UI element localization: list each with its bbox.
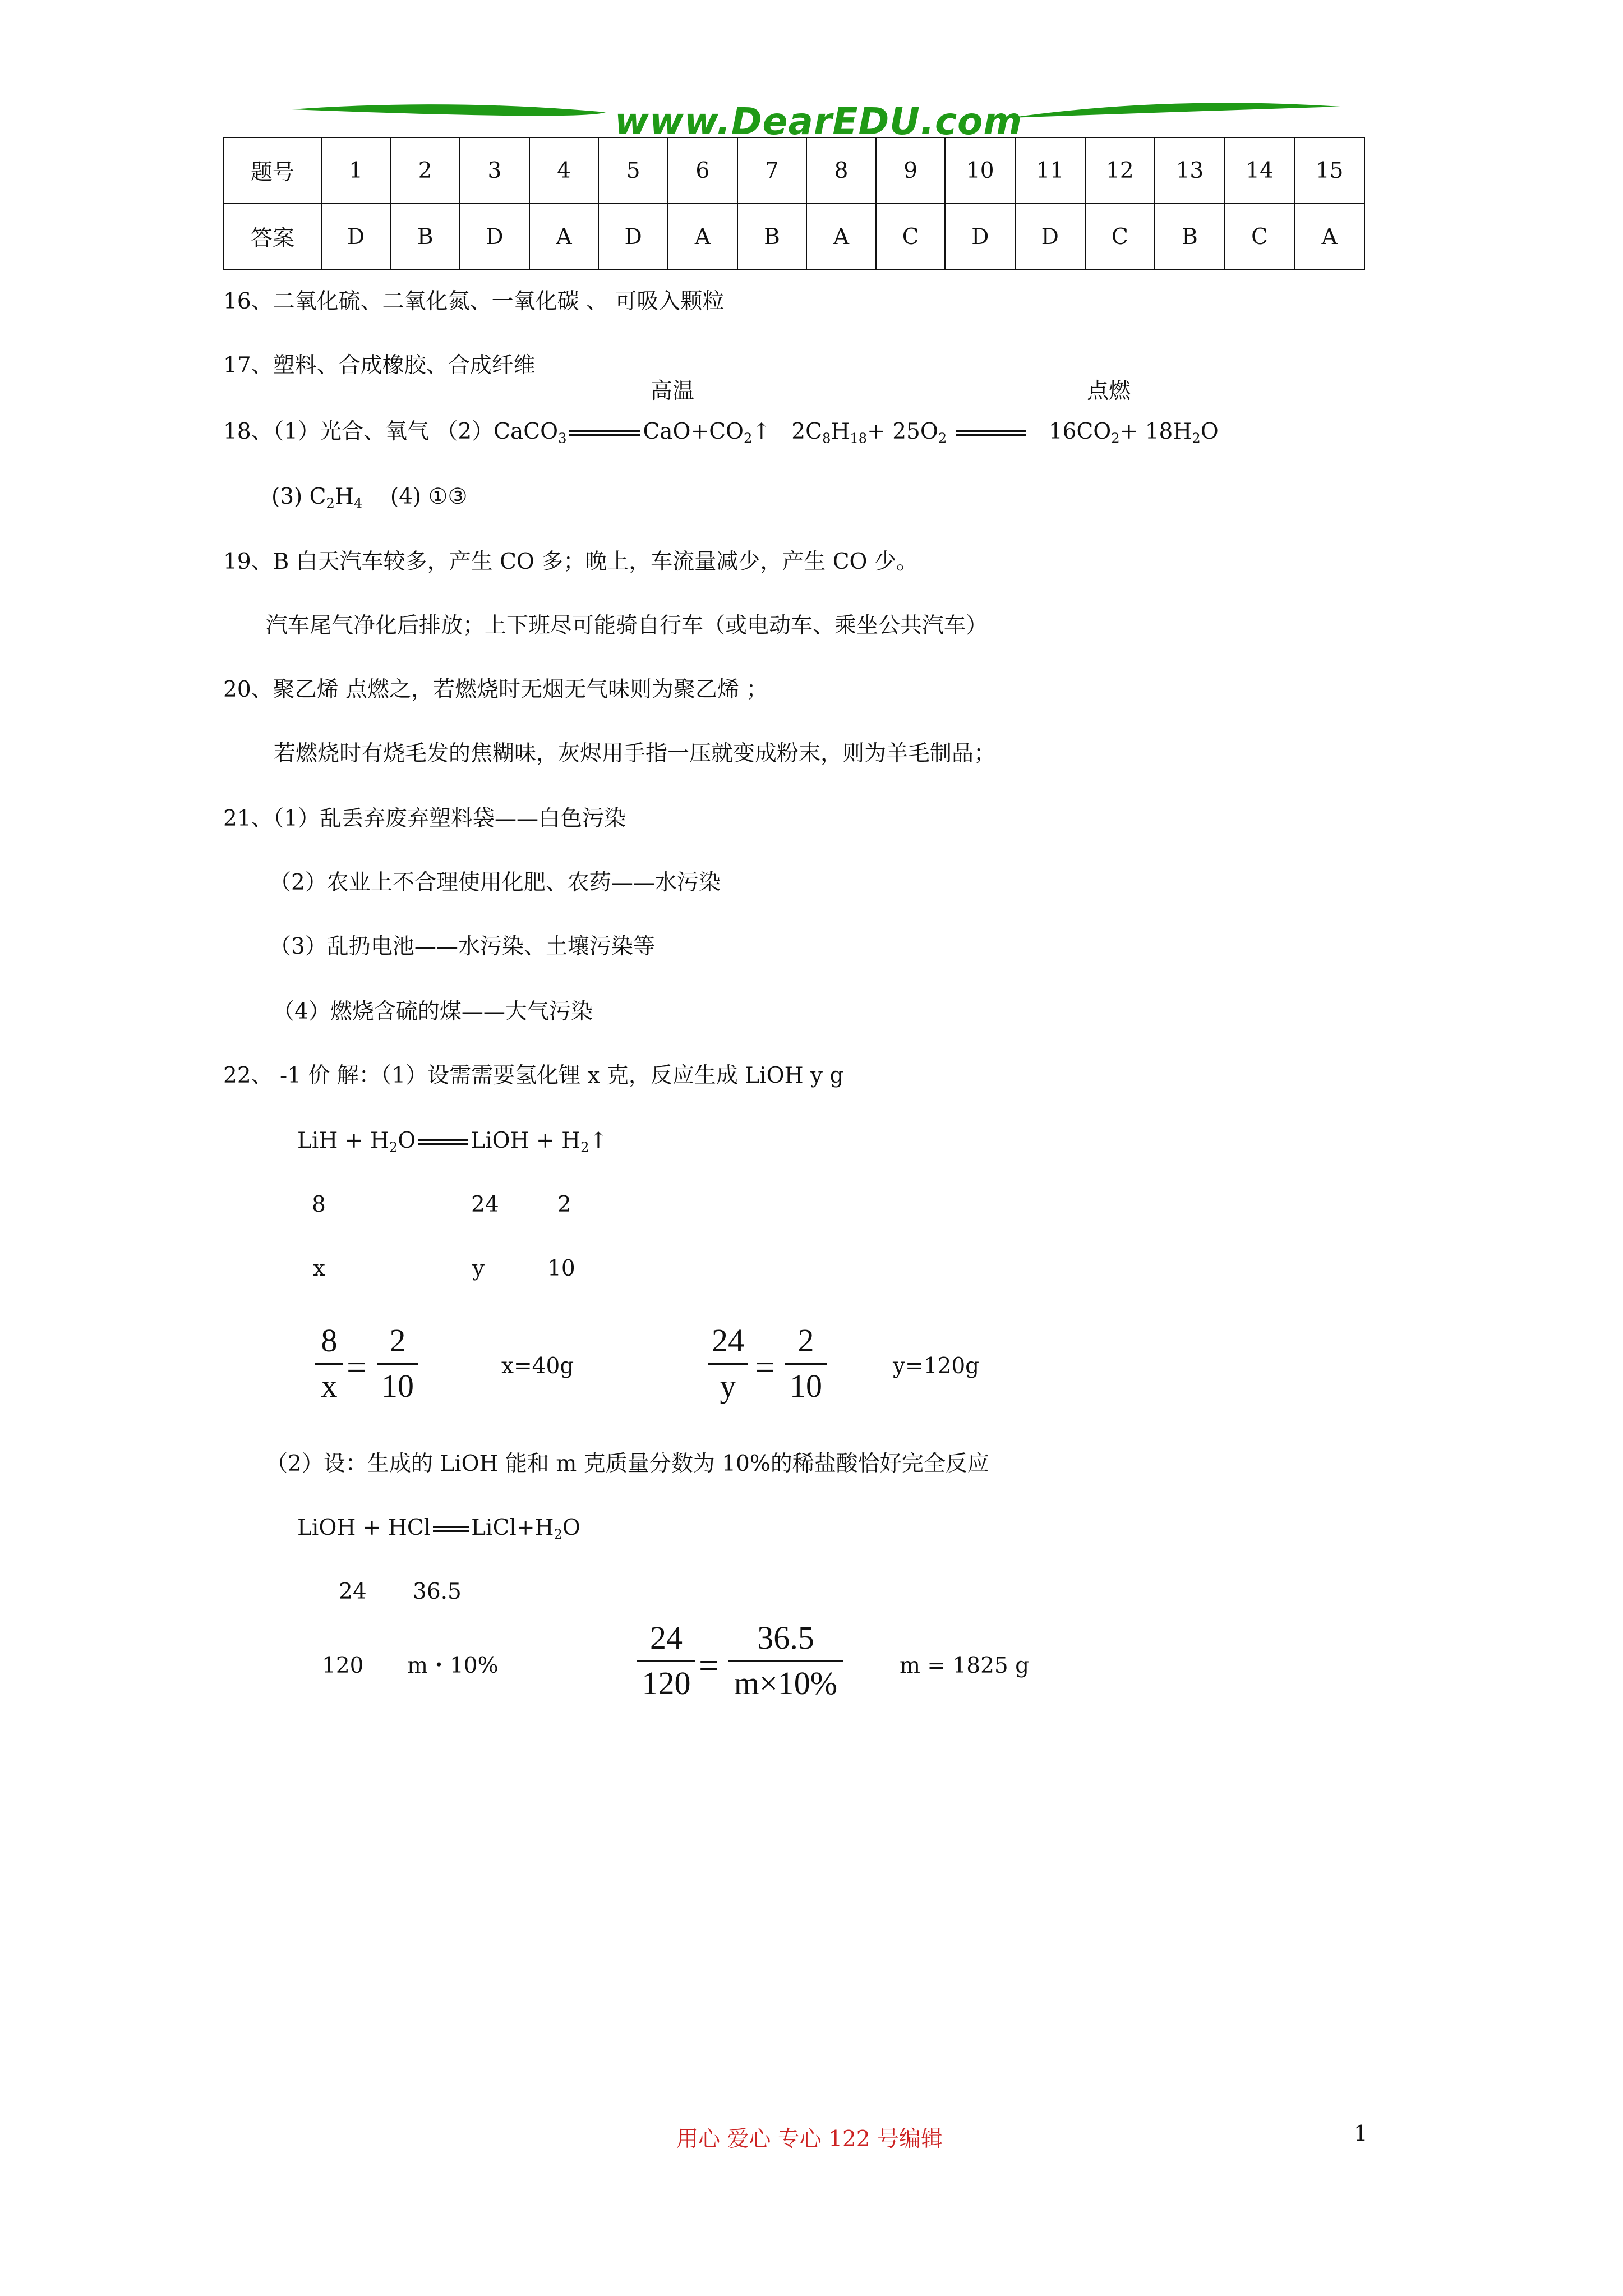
question-number: 2 [390, 137, 460, 204]
mass-value: 120 [322, 1653, 364, 1678]
answer-cell: C [1225, 204, 1295, 270]
unknown-value: x [313, 1256, 325, 1281]
answer-cell: C [1085, 204, 1155, 270]
answer-cell: D [460, 204, 529, 270]
equation-equals-bar [569, 430, 640, 436]
answer-cell: A [1294, 204, 1364, 270]
answer-cell: B [737, 204, 807, 270]
question-number: 12 [1085, 137, 1155, 204]
question-number: 6 [668, 137, 737, 204]
answer-21-line-4: （4）燃烧含硫的煤——大气污染 [273, 999, 593, 1024]
answer-cell: B [1155, 204, 1225, 270]
fraction: 36.5 m×10% [728, 1619, 843, 1702]
molar-mass-value: 24 [471, 1192, 499, 1217]
row-label: 题号 [224, 137, 321, 204]
question-number: 7 [737, 137, 807, 204]
answer-21-line-2: （2）农业上不合理使用化肥、农药——水污染 [269, 870, 721, 895]
question-number: 13 [1155, 137, 1225, 204]
table-row [224, 137, 1364, 204]
page-number: 1 [1354, 2122, 1368, 2147]
answer-cell: D [598, 204, 668, 270]
equals-sign: = [699, 1645, 720, 1685]
answer-cell: A [806, 204, 876, 270]
answer-cell: B [390, 204, 460, 270]
answer-20-line-1: 20、聚乙烯 点燃之，若燃烧时无烟无气味则为聚乙烯 ； [223, 677, 768, 702]
answer-cell: D [321, 204, 391, 270]
answer-cell: A [668, 204, 737, 270]
answer-18-line-2: (3) $C_2H_4$ (4) ①③ [271, 484, 468, 512]
site-logo-text: www.DearEDU.com [615, 100, 1023, 143]
fraction: 2 10 [377, 1322, 418, 1405]
answer-cell: D [1015, 204, 1085, 270]
molar-mass-value: 24 [339, 1579, 367, 1604]
fraction: 2 10 [785, 1322, 827, 1405]
reaction-condition-ignite: 点燃 [1087, 379, 1131, 404]
row-label: 答案 [224, 204, 321, 270]
question-number: 1 [321, 137, 391, 204]
answer-19-line-1: 19、B 白天汽车较多，产生 CO 多；晚上，车流量减少，产生 CO 少。 [223, 549, 918, 574]
mass-value: m・10% [407, 1653, 499, 1678]
molar-mass-value: 36.5 [413, 1579, 462, 1604]
answer-cell: C [876, 204, 946, 270]
equation-equals-bar [956, 430, 1026, 436]
question-number: 15 [1294, 137, 1364, 204]
answer-cell: A [529, 204, 599, 270]
answer-cell: D [945, 204, 1015, 270]
equals-sign: = [755, 1347, 776, 1387]
answer-17: 17、塑料、合成橡胶、合成纤维 [223, 353, 536, 378]
question-number: 10 [945, 137, 1015, 204]
equation-1: LiH + $H_2O$ LiOH + $H_2↑$ [297, 1128, 608, 1156]
equation-equals-bar [418, 1139, 468, 1145]
answer-22-part-2: （2）设：生成的 LiOH 能和 m 克质量分数为 10%的稀盐酸恰好完全反应 [266, 1451, 989, 1476]
fraction: 24 120 [637, 1619, 695, 1702]
equation-equals-bar [433, 1526, 469, 1532]
answer-20-line-2: 若燃烧时有烧毛发的焦糊味，灰烬用手指一压就变成粉末，则为羊毛制品； [274, 741, 996, 766]
molar-mass-value: 2 [557, 1192, 571, 1217]
equals-sign: = [347, 1347, 367, 1387]
fraction: 24 y [708, 1322, 748, 1405]
result-x: x=40g [501, 1354, 574, 1379]
question-number: 9 [876, 137, 946, 204]
answer-22-line-1: 22、 -1 价 解：（1）设需需要氢化锂 x 克，反应生成 LiOH y g [223, 1063, 844, 1088]
question-number: 3 [460, 137, 529, 204]
question-number: 8 [806, 137, 876, 204]
result-y: y=120g [893, 1354, 980, 1379]
reaction-condition-high-temp: 高温 [651, 379, 695, 404]
fraction: 8 x [315, 1322, 343, 1405]
answer-18-line-1: 18、（1）光合、氧气 （2）CaCO$_3$ $CaO+CO_2↑$ $2C_8H_{18}+ 25O_2$ $16CO_2+ 18H_2O$ [223, 419, 1219, 447]
question-number: 14 [1225, 137, 1295, 204]
molar-mass-value: 8 [312, 1192, 326, 1217]
answer-21-line-3: （3）乱扔电池——水污染、土壤污染等 [269, 934, 655, 959]
answer-16: 16、二氧化硫、二氧化氮、一氧化碳 、 可吸入颗粒 [223, 289, 725, 314]
unknown-value: y [472, 1256, 485, 1281]
question-number: 11 [1015, 137, 1085, 204]
footer-text: 用心 爱心 专心 122 号编辑 [676, 2127, 943, 2152]
table-row [224, 204, 1364, 270]
question-number: 4 [529, 137, 599, 204]
equation-2: LiOH + HCl $LiCl+H_2O$ [297, 1515, 580, 1543]
answer-19-line-2: 汽车尾气净化后排放；上下班尽可能骑自行车（或电动车、乘坐公共汽车） [266, 613, 988, 638]
unknown-value: 10 [547, 1256, 575, 1281]
question-number: 5 [598, 137, 668, 204]
result-m: m = 1825 g [900, 1653, 1030, 1678]
answer-21-line-1: 21、（1）乱丢弃废弃塑料袋——白色污染 [223, 806, 626, 831]
answer-table [223, 137, 1365, 270]
